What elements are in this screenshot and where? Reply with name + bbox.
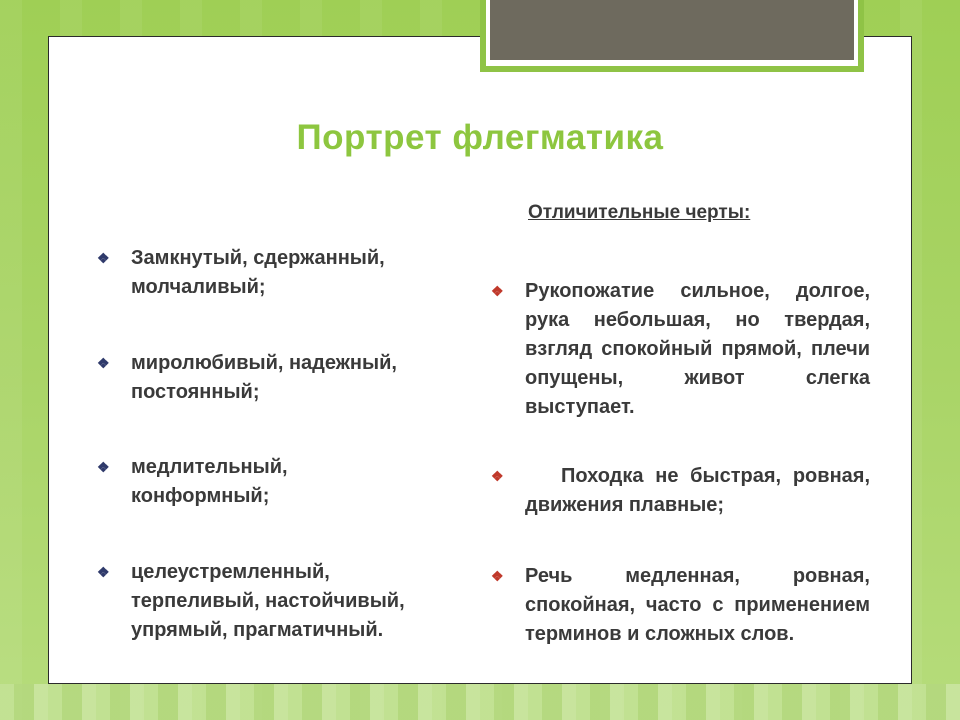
list-item-text: Речь медленная, ровная, спокойная, часто с применением терминов и сложных слов. <box>525 565 870 645</box>
list-item-text: целеустремленный, терпеливый, настойчивый, упрямый, прагматичный. <box>131 561 405 641</box>
page-title: Портрет флегматика <box>296 118 664 157</box>
list-item-text: Походка не быстрая, ровная, движения плавные; <box>525 465 870 516</box>
list-item <box>491 277 870 422</box>
list-item <box>97 244 461 302</box>
bullet-icon: ❖ <box>491 468 504 484</box>
background-stripes <box>0 684 960 720</box>
list-item <box>491 462 870 520</box>
bullet-icon: ❖ <box>97 459 110 475</box>
list-item <box>491 562 870 649</box>
bullet-icon: ❖ <box>97 564 110 580</box>
list-item <box>97 558 441 645</box>
title-placeholder-box <box>490 0 854 60</box>
bullet-icon: ❖ <box>97 355 110 371</box>
list-item-text: Замкнутый, сдержанный, молчаливый; <box>131 247 385 298</box>
bullet-icon: ❖ <box>491 568 504 584</box>
list-item-text: медлительный, конформный; <box>131 456 288 507</box>
bullet-icon: ❖ <box>491 283 504 299</box>
right-column-heading: Отличительные черты: <box>528 202 751 223</box>
list-item <box>97 349 431 407</box>
list-item <box>97 453 371 511</box>
list-item-text: миролюбивый, надежный, постоянный; <box>131 352 397 403</box>
bullet-icon: ❖ <box>97 250 110 266</box>
list-item-text: Рукопожатие сильное, долгое, рука небольшая, но твердая, взгляд спокойный прямой, плечи опущены, живот слегка выступает. <box>525 280 870 418</box>
